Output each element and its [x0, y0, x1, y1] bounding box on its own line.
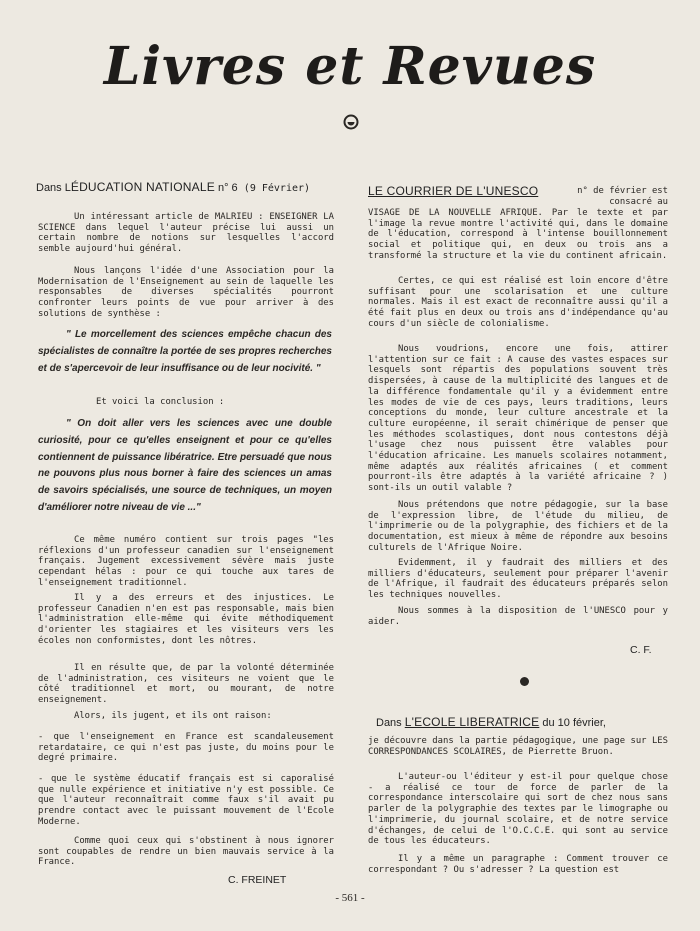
right-heading-1-title: LE COURRIER DE L'UNESCO: [368, 184, 539, 198]
right-paragraph: Certes, ce qui est réalisé est loin encore d'être suffisant pour une scolarisation et une culture normales. Mais il est exact de reconnaître aussi qu'il a été fait plus en deux ou trois ans d'indépendance qu'au cours d'un siècle de colonialisme.: [368, 276, 668, 329]
left-paragraph: Nous lançons l'idée d'une Association pour la Modernisation de l'Enseignement au sein de laquelle les responsables de diverses spécialités pourront confronter leurs points de vue pour arriver à des solutions de synthèse :: [38, 266, 334, 319]
left-paragraph: - que le système éducatif français est si caporalisé que nulle expérience et initiative n'y est possible. Ce que l'auteur reconnaîtrait comme faux s'il avait pu prendre contact avec le puissant mouvement de l'Ecole Moderne.: [38, 774, 334, 827]
right-heading-1-rest: n° de février est consacré au: [577, 186, 668, 207]
right-heading-2-title: L'ECOLE LIBERATRICE: [404, 715, 540, 729]
left-paragraph: Il y a des erreurs et des injustices. Le professeur Canadien n'en est pas responsable, mais bien l'administration elle-même qui évite méthodiquement d'orienter les stagiaires et les visiteurs vers les écoles non conformistes, dont les nôtres.: [38, 593, 334, 646]
separator-dot-icon: [520, 677, 529, 686]
left-heading-num: n° 6: [217, 182, 238, 194]
left-heading-title: ÉDUCATION NATIONALE: [70, 180, 215, 194]
left-quote: " On doit aller vers les sciences avec une double curiosité, pour ce qu'elles enseignent et pour ce qu'elles contiennent de puissance libératrice. Etre persuadé que nous ne pouvons plus nous borner à faire des sciences un amas de savoirs spécialisés, une source de techniques, un moyen d'améliorer notre niveau de vie ...": [38, 418, 332, 513]
left-heading: [36, 180, 338, 196]
left-paragraph: - que l'enseignement en France est scandaleusement retardataire, ce qui n'est pas juste, du moins pour le degré primaire.: [38, 732, 334, 764]
right-heading-2-rest: du 10 février,: [542, 717, 606, 729]
right-paragraph: Evidemment, il y faudrait des milliers et des milliers d'éducateurs, seulement pour préparer l'avenir de l'Afrique, il faudrait des éducateurs préparés selon les techniques nouvelles.: [368, 558, 668, 601]
left-paragraph: Ce même numéro contient sur trois pages "les réflexions d'un professeur canadien sur l'enseignement français. Jugement excessivement sévère mais juste cependant hélas : pour ce qui touche aux tares de l'enseignement traditionnel.: [38, 535, 334, 588]
page-number: - 561 -: [335, 892, 365, 904]
right-paragraph: Nous sommes à la disposition de l'UNESCO pour y aider.: [368, 606, 668, 627]
left-paragraph: Un intéressant article de MALRIEU : ENSEIGNER LA SCIENCE dans lequel l'auteur précise lui aussi un certain nombre de notions sur lesquelles l'accord semble aujourd'hui général.: [38, 212, 334, 255]
left-column: [36, 180, 338, 886]
left-paragraph: Comme quoi ceux qui s'obstinent à nous ignorer sont coupables de rendre un bien mauvais service à la France.: [38, 836, 334, 868]
left-heading-date: (9 Février): [243, 183, 311, 194]
left-quote: " Le morcellement des sciences empêche chacun des spécialistes de connaître la portée de ses propres recherches et de s'apercevoir de leur insuffisance ou de leur nocivité. ": [38, 329, 332, 374]
right-heading-2: [376, 715, 672, 730]
left-paragraph: Alors, ils jugent, et ils ont raison:: [74, 711, 272, 721]
right-paragraph: Nous voudrions, encore une fois, attirer l'attention sur ce fait : A cause des vastes espaces sur lesquels sont répartis des populations souvent très dispersées, à cause de la multiplicité des langues et de la différence fondamentale qu'il y a évidemment entre les modes de vie de ces pays, leurs traditions, leurs conceptions du monde, leur culture ancestrale et la culture européenne, il serait chimérique de penser que les méthodes scolastiques, dont nous contestons déjà l'usage chez nous puissent être valables pour l'éducation africaine. Les manuels scolaires notamment, même adaptés aux réalités africaines ( et comment pourront-ils être adaptés à la variété africaine ? ) sont-ils un outil valable ?: [368, 344, 668, 494]
right-signature: C. F.: [630, 644, 652, 656]
swirl-ornament-icon: [343, 114, 359, 130]
masthead-title: Livres et Revues: [103, 36, 597, 97]
right-paragraph: VISAGE DE LA NOUVELLE AFRIQUE. Par le texte et par l'image la revue montre l'activité qui, dans le domaine de l'éducation, correspond à l'intense bouillonnement social et politique qui, en deux ou trois ans a transformé la structure et la vie du continent africain.: [368, 208, 668, 261]
right-paragraph: je découvre dans la partie pédagogique, une page sur LES CORRESPONDANCES SCOLAIRES, de Pierrette Bruon.: [368, 736, 668, 757]
left-paragraph: Et voici la conclusion :: [96, 397, 225, 407]
left-paragraph: Il en résulte que, de par la volonté déterminée de l'administration, ces visiteurs ne voient que le côté traditionnel et mort, ou mourant, de notre enseignement.: [38, 663, 334, 706]
right-paragraph: L'auteur-ou l'éditeur y est-il pour quelque chose - a réalisé ce tour de force de parler de la correspondance interscolaire qui sort de chez nous sans parler de la polygraphie des textes par le limographe ou l'imprimerie, du journal scolaire, et de notre service d'échanges, de celui de l'O.C.C.E. qui sont au service de tous les éducateurs.: [368, 772, 668, 847]
right-paragraph: Il y a même un paragraphe : Comment trouver ce correspondant ? Ou s'adresser ? La question est: [368, 854, 668, 875]
left-heading-pre: Dans L: [36, 182, 71, 194]
right-heading-2-pre: Dans: [376, 717, 402, 729]
right-paragraph: Nous prétendons que notre pédagogie, sur la base de l'expression libre, de l'étude du milieu, de l'imprimerie ou de la polygraphie, des fichiers et de la documentation, est mieux à même de répondre aux besoins culturels de l'Afrique Noire.: [368, 500, 668, 553]
left-signature: C. FREINET: [228, 874, 287, 886]
